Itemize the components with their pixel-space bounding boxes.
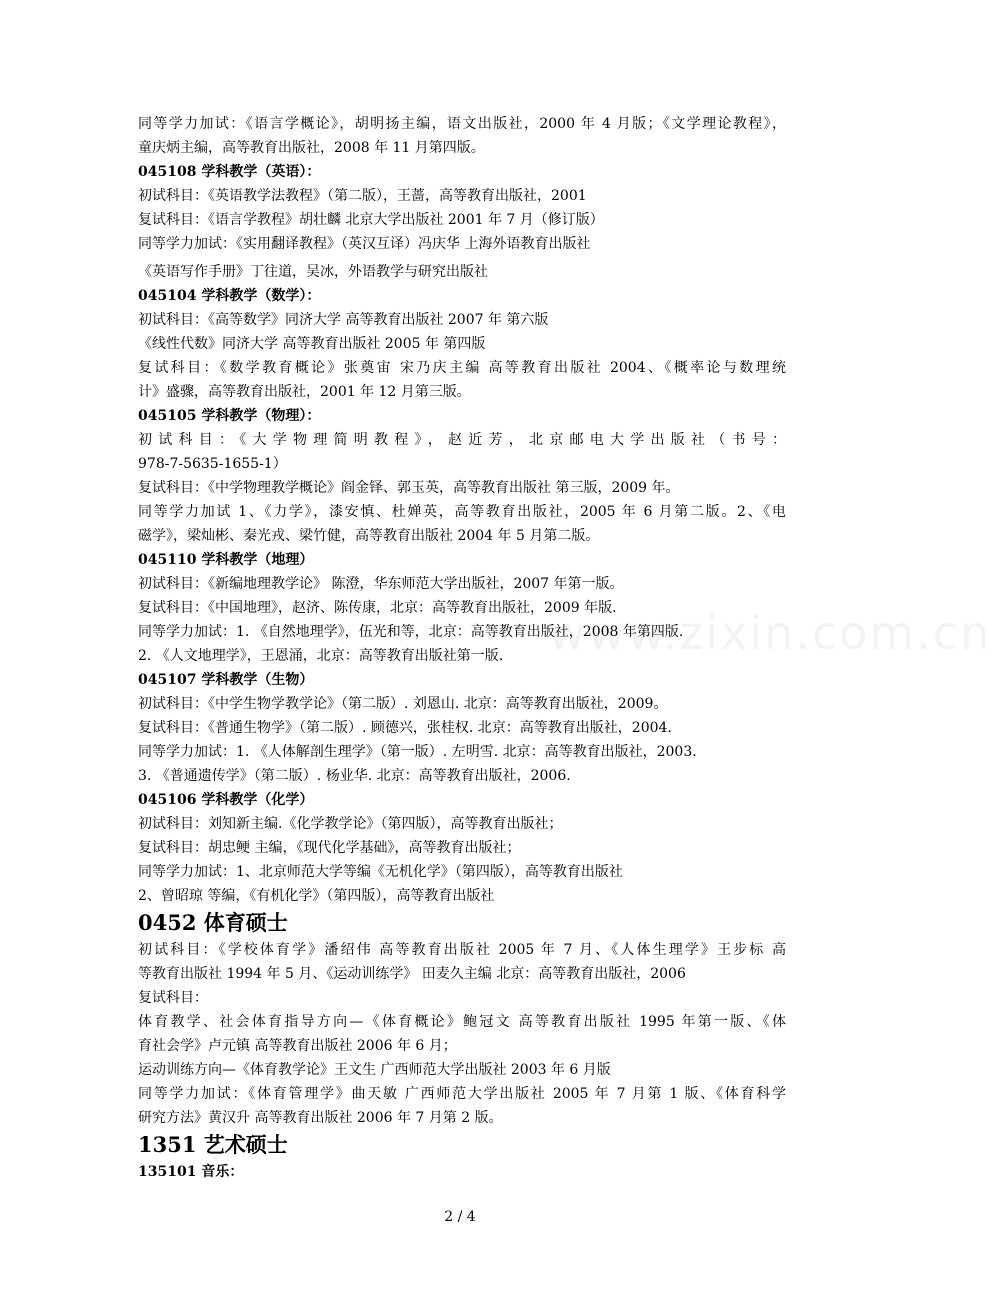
section-subheading: 045110 学科教学（地理） [138,552,314,568]
text-line: 2、曾昭琼 等编，《有机化学》（第四版），高等教育出版社 [138,888,495,904]
text-line: 同等学力加试 1、《力学》，漆安慎、杜婵英，高等教育出版社，2005 年 6 月第二版。2、《电 [138,504,786,520]
text-line: 同等学力加试：1. 《人体解剖生理学》（第一版）. 左明雪. 北京：高等教育出版社，2003. [138,744,697,760]
text-line: 2. 《人文地理学》，王恩涌，北京：高等教育出版社第一版. [138,648,504,664]
text-line: 同等学力加试：1. 《自然地理学》，伍光和等，北京：高等教育出版社，2008 年第四版. [138,624,684,640]
text-line: 初试科目：《学校体育学》潘绍伟 高等教育出版社 2005 年 7 月、《人体生理学》王步标 高 [138,942,786,958]
text-line: 复试科目：《数学教育概论》张奠宙 宋乃庆主编 高等教育出版社 2004、《概率论与数理统 [138,360,786,376]
text-line: 复试科目：《中学物理教学概论》阎金铎、郭玉英，高等教育出版社 第三版，2009 年。 [138,480,680,496]
watermark: www.zixin.com.cn [548,606,991,660]
text-line: 育社会学》卢元镇 高等教育出版社 2006 年 6 月； [138,1038,457,1054]
text-line: 《线性代数》同济大学 高等教育出版社 2005 年 第四版 [138,336,486,352]
text-line: 复试科目： [138,990,208,1006]
text-line: 复试科目：胡忠鲠 主编，《现代化学基础》，高等教育出版社； [138,840,521,856]
section-heading: 0452 体育硕士 [138,910,288,935]
section-heading: 1351 艺术硕士 [138,1132,288,1157]
text-line: 《英语写作手册》丁往道，吴冰，外语教学与研究出版社 [138,264,488,280]
text-line: 3. 《普通遗传学》（第二版）. 杨业华. 北京：高等教育出版社，2006. [138,768,571,784]
text-line: 复试科目：《语言学教程》胡壮麟 北京大学出版社 2001 年 7 月（修订版） [138,212,604,228]
text-line: 磁学》，梁灿彬、秦光戎、梁竹健，高等教育出版社 2004 年 5 月第二版。 [138,528,600,544]
page-number: 2 / 4 [444,1209,476,1225]
text-line: 初试科目：《大学物理简明教程》，赵近芳，北京邮电大学出版社（书号： [138,432,786,448]
document-body [138,112,786,1184]
section-subheading: 135101 音乐： [138,1164,244,1180]
text-line: 同等学力加试：《实用翻译教程》（英汉互译）冯庆华 上海外语教育出版社 [138,236,591,252]
section-subheading: 045107 学科教学（生物） [138,672,314,688]
text-line: 初试科目：《新编地理教学论》 陈澄，华东师范大学出版社，2007 年第一版。 [138,576,624,592]
text-line: 等教育出版社 1994 年 5 月、《运动训练学》 田麦久主编 北京：高等教育出版社，2006 [138,966,686,982]
text-line: 同等学力加试：1、北京师范大学等编《无机化学》（第四版），高等教育出版社 [138,864,623,880]
text-line: 体育教学、社会体育指导方向—《体育概论》鲍冠文 高等教育出版社 1995 年第一版、《体 [138,1014,786,1030]
text-line: 同等学力加试：《体育管理学》曲天敏 广西师范大学出版社 2005 年 7 月第 1 版、《体育科学 [138,1086,786,1102]
text-line: 计》盛骤，高等教育出版社，2001 年 12 月第三版。 [138,384,471,400]
text-line: 复试科目：《普通生物学》（第二版）. 顾德兴，张桂权. 北京：高等教育出版社，2004. [138,720,672,736]
text-line: 复试科目：《中国地理》，赵济、陈传康，北京：高等教育出版社，2009 年版. [138,600,617,616]
text-line: 研究方法》黄汉升 高等教育出版社 2006 年 7 月第 2 版。 [138,1110,503,1126]
text-line: 童庆炳主编，高等教育出版社，2008 年 11 月第四版。 [138,140,485,156]
section-subheading: 045104 学科教学（数学）： [138,288,321,304]
section-subheading: 045106 学科教学（化学） [138,792,314,808]
section-subheading: 045108 学科教学（英语）： [138,164,321,180]
text-line: 初试科目：刘知新主编.《化学教学论》（第四版），高等教育出版社； [138,816,563,832]
text-line: 初试科目：《高等数学》同济大学 高等教育出版社 2007 年 第六版 [138,312,549,328]
text-line: 初试科目：《中学生物学教学论》（第二版）. 刘恩山. 北京：高等教育出版社，2009。 [138,696,668,712]
text-line: 978-7-5635-1655-1） [138,456,287,472]
text-line: 同等学力加试：《语言学概论》，胡明扬主编，语文出版社，2000 年 4 月版；《文学理论教程》， [138,116,786,132]
text-line: 初试科目：《英语教学法教程》（第二版），王蔷，高等教育出版社，2001 [138,188,587,204]
text-line: 运动训练方向—《体育教学论》王文生 广西师范大学出版社 2003 年 6 月版 [138,1062,611,1078]
section-subheading: 045105 学科教学（物理）： [138,408,321,424]
